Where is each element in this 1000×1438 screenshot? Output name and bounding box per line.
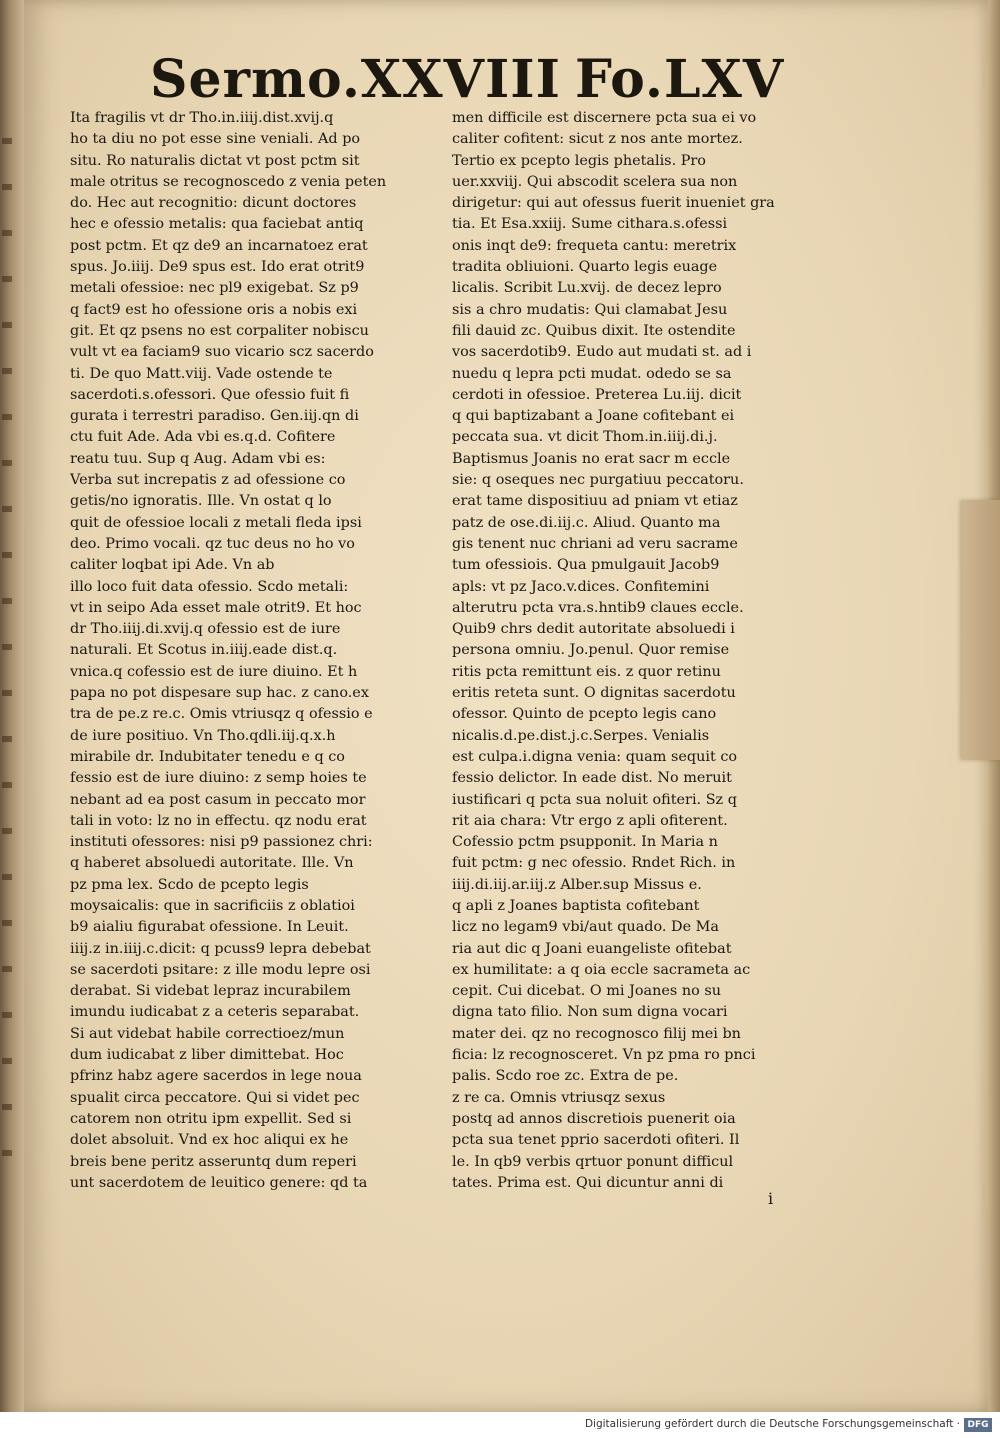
text-line: tra de pe.z re.c. Omis vtriusqz q ofessio e (70, 706, 373, 723)
text-line: onis inqt de9: frequeta cantu: meretrix (452, 237, 737, 254)
text-line: ctu fuit Ade. Ada vbi es.q.d. Cofitere (70, 429, 336, 446)
text-line: nebant ad ea post casum in peccato mor (70, 791, 366, 808)
text-line: ex humilitate: a q oia eccle sacrameta ac (452, 961, 751, 978)
text-line: unt sacerdotem de leuitico genere: qd ta (70, 1174, 368, 1191)
text-line: caliter loqbat ipi Ade. Vn ab (70, 557, 275, 574)
text-line: cepit. Cui dicebat. O mi Joanes no su (452, 983, 722, 1000)
text-line: cerdoti in ofessioe. Preterea Lu.iij. dicit (452, 386, 742, 403)
text-line: reatu tuu. Sup q Aug. Adam vbi es: (70, 450, 326, 467)
text-line: mater dei. qz no recognosco filij mei bn (452, 1025, 741, 1042)
text-line: apls: vt pz Jaco.v.dices. Confitemini (452, 578, 710, 595)
text-line: tali in voto: lz no in effectu. qz nodu erat (70, 812, 367, 829)
paper-fold (962, 500, 1000, 760)
text-line: papa no pot dispesare sup hac. z cano.ex (70, 685, 369, 702)
text-line: nuedu q lepra pcti mudat. odedo se sa (452, 365, 732, 382)
text-line: dolet absoluit. Vnd ex hoc aliqui ex he (70, 1132, 349, 1149)
text-line: illo loco fuit data ofessio. Scdo metali: (70, 578, 349, 595)
text-line: derabat. Si videbat lepraz incurabilem (70, 983, 351, 1000)
text-line: q fact9 est ho ofessione oris a nobis exi (70, 301, 358, 318)
text-line: men difficile est discernere pcta sua ei vo (452, 110, 757, 126)
text-line: pcta sua tenet pprio sacerdoti ofiteri. Il (452, 1132, 740, 1149)
text-line: z re ca. Omnis vtriusqz sexus (452, 1089, 666, 1106)
text-line: licz no legam9 vbi/aut quado. De Ma (452, 919, 719, 936)
text-line: tia. Et Esa.xxiij. Sume cithara.s.ofessi (452, 216, 728, 233)
text-line: male otritus se recognoscedo z venia peten (70, 173, 387, 190)
text-line: gurata i terrestri paradiso. Gen.iij.qn di (70, 408, 359, 425)
text-line: iiij.di.iij.ar.iij.z Alber.sup Missus e. (452, 876, 702, 893)
text-line: naturali. Et Scotus in.iiij.eade dist.q. (70, 642, 338, 659)
text-line: spualit circa peccatore. Qui si videt pec (70, 1089, 360, 1106)
text-line: se sacerdoti psitare: z ille modu lepre osi (70, 961, 371, 978)
text-line: fuit pctm: g nec ofessio. Rndet Rich. in (452, 855, 736, 872)
text-line: ria aut dic q Joani euangeliste ofitebat (452, 940, 732, 957)
text-line: moysaicalis: que in sacrificiis z oblatioi (70, 897, 355, 914)
text-line: Si aut videbat habile correctioez/mun (70, 1025, 345, 1042)
text-line: q apli z Joanes baptista cofitebant (452, 897, 700, 914)
text-line: vnica.q cofessio est de iure diuino. Et h (70, 663, 358, 680)
text-line: mirabile dr. Indubitater tenedu e q co (70, 748, 345, 765)
text-line: digna tato filio. Non sum digna vocari (452, 1004, 728, 1021)
text-line: rit aia chara: Vtr ergo z apli ofiterent. (452, 812, 728, 829)
text-line: spus. Jo.iiij. De9 spus est. Ido erat otrit9 (70, 259, 365, 276)
text-line: q qui baptizabant a Joane cofitebant ei (452, 408, 735, 425)
text-line: breis bene peritz asseruntq dum reperi (70, 1153, 357, 1170)
text-line: pfrinz habz agere sacerdos in lege noua (70, 1068, 362, 1085)
text-line: est culpa.i.digna venia: quam sequit co (452, 748, 738, 765)
text-line: catorem non otritu ipm expellit. Sed si (70, 1110, 352, 1127)
text-line: palis. Scdo roe zc. Extra de pe. (452, 1068, 679, 1085)
text-line: de iure positiuo. Vn Tho.qdli.iij.q.x.h (70, 727, 336, 744)
text-line: dum iudicabat z liber dimittebat. Hoc (70, 1047, 344, 1064)
text-line: sie: q oseques nec purgatiuu peccatoru. (452, 472, 744, 489)
folio-number: Fo.LXV (575, 49, 785, 110)
text-line: Ita fragilis vt dr Tho.in.iiij.dist.xvij.q (70, 110, 334, 126)
facing-page-text-marks (2, 120, 12, 1170)
text-line: Baptismus Joanis no erat sacr m eccle (452, 450, 731, 467)
text-line: situ. Ro naturalis dictat vt post pctm sit (70, 152, 360, 169)
text-line: sis a chro mudatis: Qui clamabat Jesu (452, 301, 728, 318)
text-line: ficia: lz recognosceret. Vn pz pma ro pnci (452, 1047, 756, 1064)
text-line: quit de ofessioe locali z metali fleda ipsi (70, 514, 362, 531)
text-line: persona omniu. Jo.penul. Quor remise (452, 642, 730, 659)
text-line: do. Hec aut recognitio: dicunt doctores (70, 195, 357, 212)
text-line: eritis reteta sunt. O dignitas sacerdotu (452, 685, 736, 702)
text-line: vos sacerdotib9. Eudo aut mudati st. ad i (452, 344, 752, 361)
text-line: caliter cofitent: sicut z nos ante mortez. (452, 131, 743, 148)
text-line: tum ofessiois. Qua pmulgauit Jacob9 (452, 557, 720, 574)
dfg-logo: DFG (964, 1418, 992, 1432)
funding-credit: Digitalisierung gefördert durch die Deutsche Forschungsgemeinschaft · (584, 1418, 960, 1430)
text-line: fili dauid zc. Quibus dixit. Ite ostendite (452, 322, 736, 339)
text-line: hec e ofessio metalis: qua faciebat antiq (70, 216, 364, 233)
text-line: Tertio ex pcepto legis phetalis. Pro (452, 152, 706, 169)
text-line: ho ta diu no pot esse sine veniali. Ad po (70, 131, 361, 148)
text-line: erat tame dispositiuu ad pniam vt etiaz (452, 493, 738, 510)
text-line: le. In qb9 verbis qrtuor ponunt difficul (452, 1153, 734, 1170)
text-line: fessio est de iure diuino: z semp hoies te (70, 770, 367, 787)
text-line: Quib9 chrs dedit autoritate absoluedi i (452, 621, 735, 638)
text-line: tates. Prima est. Qui dicuntur anni di (452, 1174, 724, 1191)
text-line: deo. Primo vocali. qz tuc deus no ho vo (70, 535, 355, 552)
text-line: vult vt ea faciam9 suo vicario scz sacerdo (70, 344, 374, 361)
text-line: peccata sua. vt dicit Thom.in.iiij.di.j. (452, 429, 718, 446)
text-line: sacerdoti.s.ofessori. Que ofessio fuit fi (70, 386, 350, 403)
text-line: post pctm. Et qz de9 an incarnatoez erat (70, 237, 368, 254)
facing-page-edge (0, 0, 24, 1412)
text-line: vt in seipo Ada esset male otrit9. Et hoc (70, 599, 362, 616)
text-line: imundu iudicabat z a ceteris separabat. (70, 1004, 360, 1021)
running-title: Sermo.XXVIII (150, 49, 561, 110)
signature-mark: i (768, 1189, 774, 1208)
text-line: ofessor. Quinto de pcepto legis cano (452, 706, 717, 723)
text-line: dr Tho.iiij.di.xvij.q ofessio est de iure (70, 621, 341, 638)
text-line: getis/no ignoratis. Ille. Vn ostat q lo (70, 493, 332, 510)
text-line: ritis pcta remittunt eis. z quor retinu (452, 663, 721, 680)
text-line: alterutru pcta vra.s.hntib9 claues eccle. (452, 599, 744, 616)
text-line: gis tenent nuc chriani ad veru sacrame (452, 535, 738, 552)
text-line: tradita obliuioni. Quarto legis euage (452, 259, 718, 276)
text-line: uer.xxviij. Qui abscodit scelera sua non (452, 173, 738, 190)
text-line: instituti ofessores: nisi p9 passionez chri: (70, 834, 373, 851)
text-line: metali ofessioe: nec pl9 exigebat. Sz p9 (70, 280, 359, 297)
text-line: q haberet absoluedi autoritate. Ille. Vn (70, 855, 354, 872)
digitization-footer (0, 1412, 1000, 1438)
text-line: iiij.z in.iiij.c.dicit: q pcuss9 lepra debebat (70, 940, 371, 957)
text-column-right (452, 108, 824, 1194)
text-line: b9 aialiu figurabat ofessione. In Leuit. (70, 919, 349, 936)
text-line: iustificari q pcta sua noluit ofiteri. Sz q (452, 791, 737, 808)
text-line: nicalis.d.pe.dist.j.c.Serpes. Venialis (452, 727, 710, 744)
text-line: git. Et qz psens no est corpaliter nobiscu (70, 322, 369, 339)
text-column-left (70, 108, 446, 1194)
text-line: fessio delictor. In eade dist. No meruit (452, 770, 732, 787)
text-line: pz pma lex. Scdo de pcepto legis (70, 876, 309, 893)
text-line: postq ad annos discretiois puenerit oia (452, 1110, 736, 1127)
text-line: ti. De quo Matt.viij. Vade ostende te (70, 365, 333, 382)
text-line: dirigetur: qui aut ofessus fuerit inueniet gra (452, 195, 775, 212)
text-line: Verba sut increpatis z ad ofessione co (70, 472, 346, 489)
text-line: licalis. Scribit Lu.xvij. de decez lepro (452, 280, 722, 297)
text-line: Cofessio pctm psupponit. In Maria n (452, 834, 718, 851)
text-line: patz de ose.di.iij.c. Aliud. Quanto ma (452, 514, 721, 531)
